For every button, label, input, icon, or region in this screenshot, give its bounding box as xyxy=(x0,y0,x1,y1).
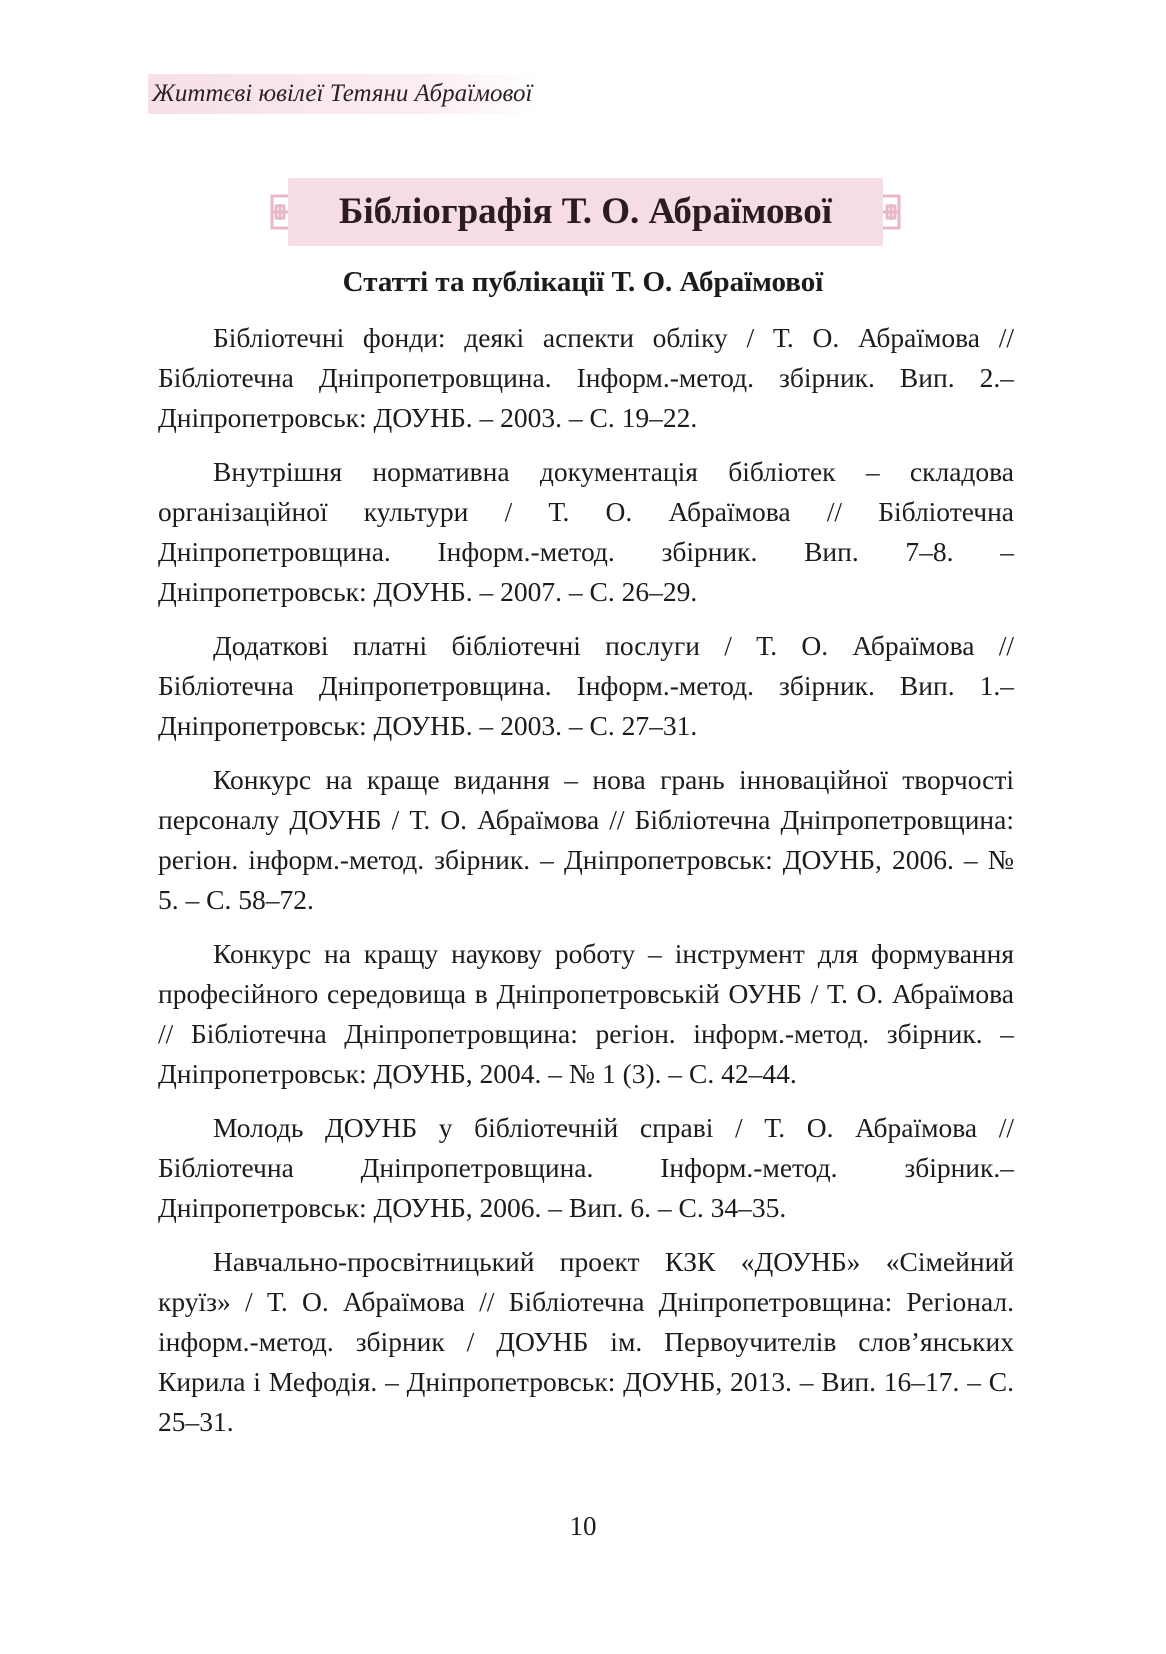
bibliography-entry: Додаткові платні бібліотечні послуги / Т. О. Абраїмова // Бібліотечна Дніпропетровщина. Інформ.-метод. збірник. Вип. 1.– Дніпропетровськ: ДОУНБ. – 2003. – С. 27–31. xyxy=(158,630,1014,741)
bibliography-entry: Навчально-просвітницький проект КЗК «ДОУНБ» «Сімейний круїз» / Т. О. Абраїмова // Бібліотечна Дніпропетровщина: Регіонал. інформ.-метод. збірник / ДОУНБ ім. Первоучителів слов’янських Кирила і Мефодія. – Дніпропетровськ: ДОУНБ, 2013. – Вип. 16–17. – С. 25–31. xyxy=(158,1246,1014,1437)
bibliography-list xyxy=(158,318,1014,1456)
bibliography-entry: Конкурс на краще видання – нова грань інноваційної творчості персоналу ДОУНБ / Т. О. Абраїмова // Бібліотечна Дніпропетровщина: регіон. інформ.-метод. збірник. – Дніпропетровськ: ДОУНБ, 2006. – № 5. – С. 58–72. xyxy=(158,764,1014,915)
bibliography-entry: Конкурс на кращу наукову роботу – інструмент для формування професійного середовища в Дніпропетровській ОУНБ / Т. О. Абраїмова // Бібліотечна Дніпропетровщина: регіон. інформ.-метод. збірник. – Дніпропетровськ: ДОУНБ, 2004. – № 1 (3). – С. 42–44. xyxy=(158,938,1014,1089)
page-title: Бібліографія Т. О. Абраїмової xyxy=(338,191,833,232)
bibliography-entry: Внутрішня нормативна документація бібліотек – складова організаційної культури / Т. О. Абраїмова // Бібліотечна Дніпропетровщина. Інформ.-метод. збірник. Вип. 7–8. – Дніпропетровськ: ДОУНБ. – 2007. – С. 26–29. xyxy=(158,456,1014,607)
bibliography-entry: Молодь ДОУНБ у бібліотечній справі / Т. О. Абраїмова // Бібліотечна Дніпропетровщина. Інформ.-метод. збірник.– Дніпропетровськ: ДОУНБ, 2006. – Вип. 6. – С. 34–35. xyxy=(158,1112,1014,1223)
title-banner xyxy=(268,178,903,246)
page-number: 10 xyxy=(569,1511,597,1541)
running-head: Життєві ювілеї Тетяни Абраїмової xyxy=(148,74,542,114)
section-subtitle: Статті та публікації Т. О. Абраїмової xyxy=(342,266,824,298)
bibliography-entry: Бібліотечні фонди: деякі аспекти обліку / Т. О. Абраїмова // Бібліотечна Дніпропетровщина. Інформ.-метод. збірник. Вип. 2.– Дніпропетровськ: ДОУНБ. – 2003. – С. 19–22. xyxy=(158,322,1014,433)
